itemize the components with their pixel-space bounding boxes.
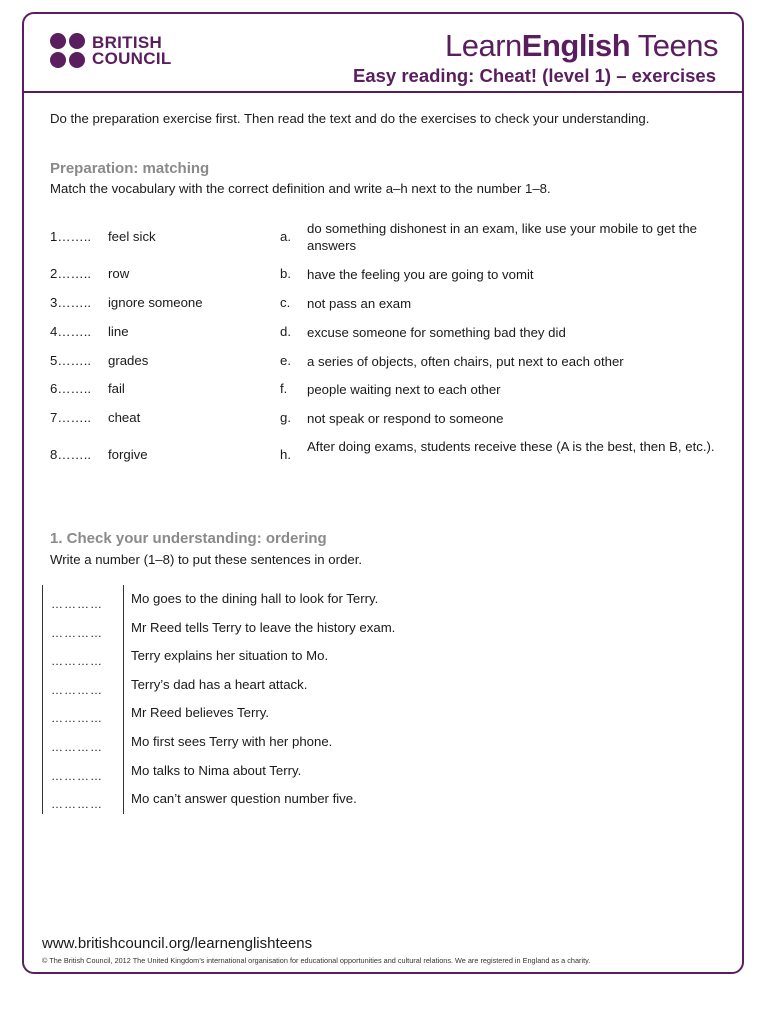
preparation-instruction: Match the vocabulary with the correct definition and write a–h next to the number 1–8. [50, 181, 551, 196]
matching-term: cheat [108, 410, 141, 425]
matching-definition: a series of objects, often chairs, put next to each other [307, 354, 624, 369]
matching-number[interactable]: 3…….. [50, 295, 92, 310]
ordering-row [43, 614, 523, 643]
matching-letter: c. [280, 295, 291, 310]
header-divider [24, 91, 744, 93]
ordering-row [43, 585, 523, 614]
footer-url[interactable]: www.britishcouncil.org/learnenglishteens [42, 935, 313, 952]
matching-letter: e. [280, 353, 291, 368]
matching-term: line [108, 324, 129, 339]
matching-letter: f. [280, 381, 288, 396]
matching-letter: d. [280, 324, 291, 339]
ordering-answer-blank[interactable]: ………… [51, 597, 103, 611]
ordering-sentence: Mr Reed tells Terry to leave the history exam. [131, 619, 396, 635]
matching-definition: After doing exams, students receive these (A is the best, then B, etc.). [307, 439, 715, 454]
matching-term: grades [108, 353, 149, 368]
ordering-sentence: Terry explains her situation to Mo. [131, 648, 329, 664]
intro-text: Do the preparation exercise first. Then read the text and do the exercises to check your understanding. [50, 111, 650, 126]
brand-bold: English [521, 28, 631, 63]
matching-letter: a. [280, 229, 291, 244]
matching-definition: have the feeling you are going to vomit [307, 267, 534, 282]
matching-term: row [108, 266, 130, 281]
footer-copyright: © The British Council, 2012 The United Kingdom’s international organisation for educational opportunities and cultural relations. We are registered in England as a charity. [42, 956, 591, 965]
matching-number[interactable]: 6…….. [50, 381, 92, 396]
ordering-answer-blank[interactable]: ………… [51, 739, 103, 754]
matching-definition: excuse someone for something bad they did [307, 325, 566, 340]
matching-letter: b. [280, 266, 291, 281]
matching-letter: g. [280, 410, 291, 425]
matching-number[interactable]: 4…….. [50, 324, 92, 339]
matching-number[interactable]: 1…….. [50, 229, 92, 244]
matching-term: feel sick [108, 229, 156, 244]
page-frame [22, 12, 744, 974]
matching-definition: people waiting next to each other [307, 382, 501, 397]
ordering-answer-blank[interactable]: ………… [51, 711, 103, 726]
matching-definition: do something dishonest in an exam, like use your mobile to get the answers [307, 221, 697, 253]
brand-name [445, 28, 718, 64]
logo-dots-icon [50, 33, 85, 68]
matching-number[interactable]: 5…….. [50, 353, 92, 368]
ordering-answer-blank[interactable]: ………… [51, 625, 103, 640]
matching-number[interactable]: 2…….. [50, 266, 92, 281]
matching-number[interactable]: 8…….. [50, 447, 92, 462]
ordering-sentence: Mo goes to the dining hall to look for Terry. [131, 591, 379, 606]
ordering-sentence: Mo talks to Nima about Terry. [131, 762, 302, 778]
ordering-answer-blank[interactable]: ………… [51, 682, 103, 697]
british-council-logo [50, 33, 172, 68]
matching-definition: not pass an exam [307, 296, 412, 311]
ordering-sentence: Terry’s dad has a heart attack. [131, 676, 308, 692]
ordering-title: 1. Check your understanding: ordering [50, 530, 327, 547]
brand-tail: Teens [630, 28, 718, 63]
matching-term: forgive [108, 447, 148, 462]
ordering-row [43, 785, 523, 814]
matching-definition: not speak or respond to someone [307, 411, 504, 426]
matching-number[interactable]: 7…….. [50, 410, 92, 425]
ordering-sentence: Mr Reed believes Terry. [131, 705, 270, 721]
ordering-row [43, 728, 523, 757]
ordering-instruction: Write a number (1–8) to put these sentences in order. [50, 552, 363, 567]
ordering-answer-blank[interactable]: ………… [51, 654, 103, 669]
ordering-row [43, 671, 523, 700]
ordering-answer-blank[interactable]: ………… [51, 797, 103, 812]
preparation-title: Preparation: matching [50, 160, 210, 177]
logo-line1: BRITISH [92, 32, 163, 52]
logo-line2: COUNCIL [92, 48, 172, 68]
ordering-row [43, 757, 523, 786]
ordering-row [43, 642, 523, 671]
ordering-row [43, 699, 523, 728]
matching-letter: h. [280, 447, 291, 462]
ordering-answer-blank[interactable]: ………… [51, 768, 103, 783]
matching-term: fail [108, 381, 125, 396]
page-title: Easy reading: Cheat! (level 1) – exercises [353, 65, 716, 86]
ordering-table [42, 585, 523, 814]
ordering-sentence: Mo first sees Terry with her phone. [131, 733, 333, 749]
matching-term: ignore someone [108, 295, 203, 310]
ordering-sentence: Mo can’t answer question number five. [131, 791, 357, 807]
brand-light: Learn [444, 28, 522, 63]
